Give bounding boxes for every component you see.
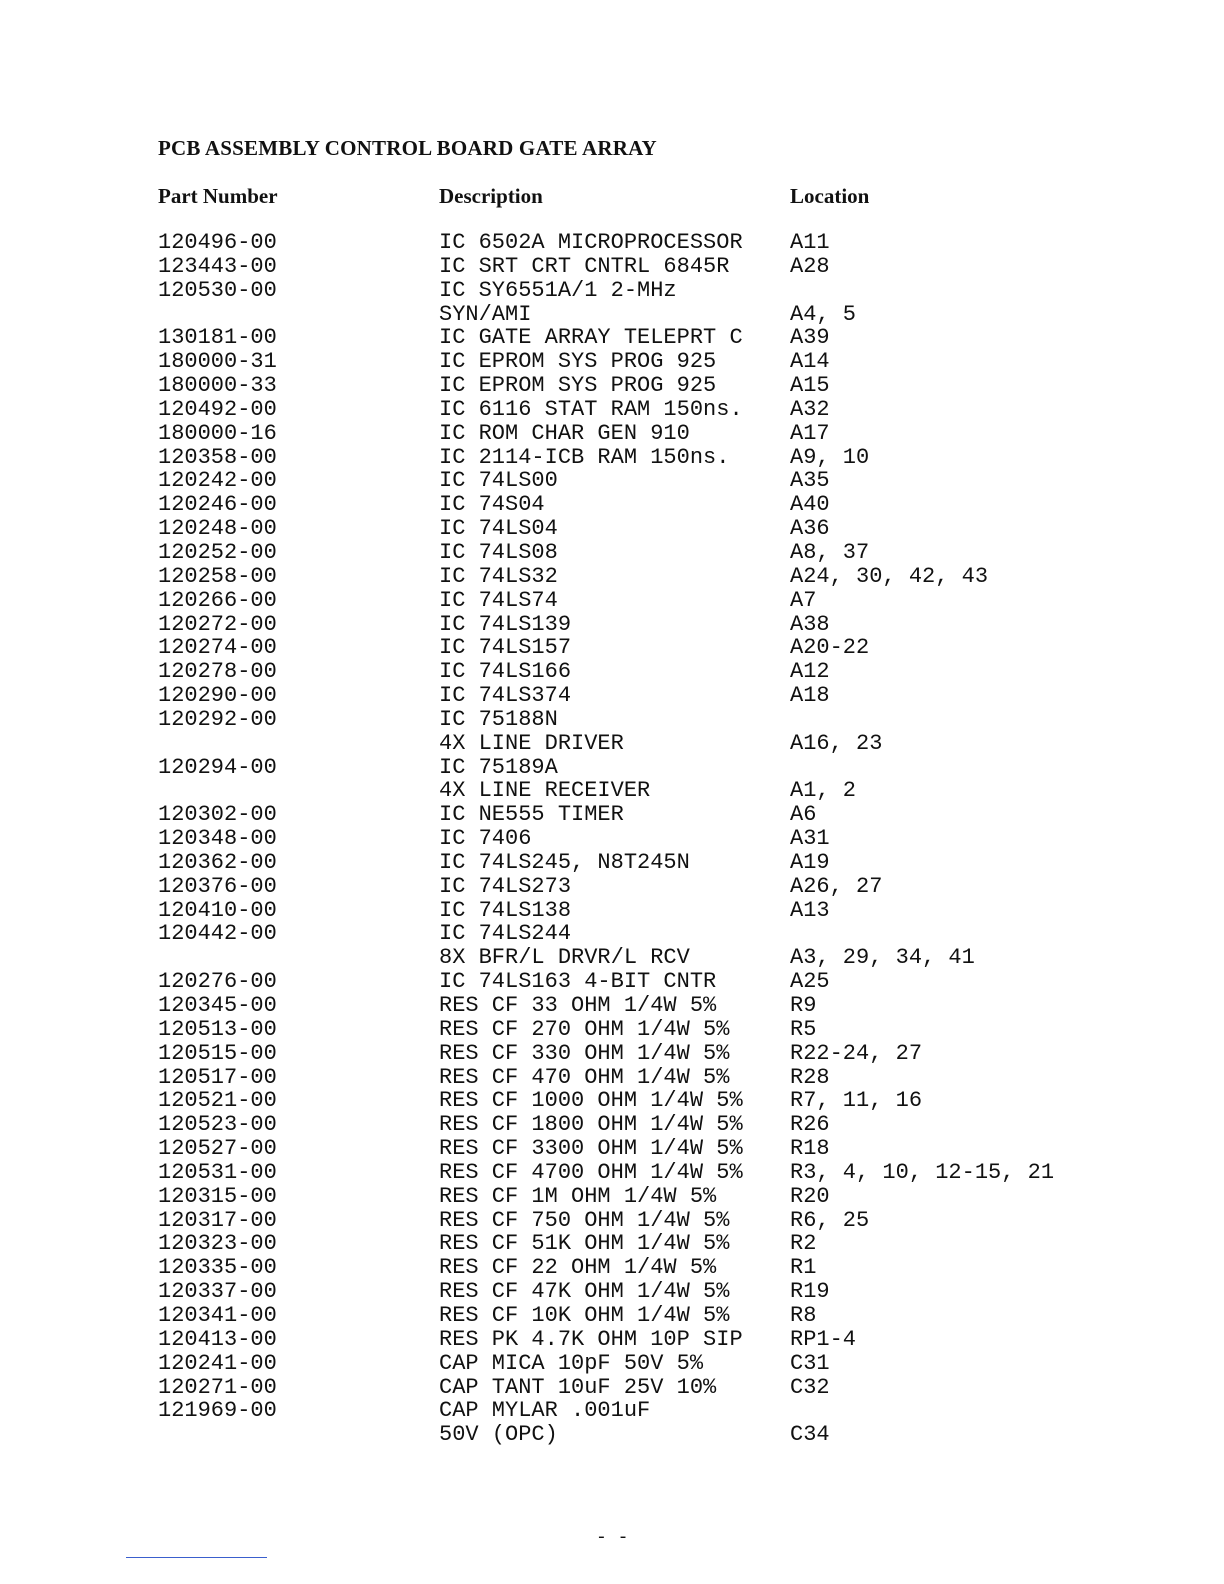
description-cell: RES CF 4700 OHM 1/4W 5% — [439, 1159, 743, 1185]
location-cell: A26, 27 — [790, 873, 883, 899]
location-cell: A9, 10 — [790, 444, 870, 470]
table-row — [158, 899, 1158, 923]
table-row — [158, 565, 1158, 589]
location-cell: R2 — [790, 1231, 817, 1257]
part-number-cell: 180000-16 — [158, 420, 277, 446]
header-description: Description — [439, 184, 543, 208]
table-row — [158, 446, 1158, 470]
part-number-cell: 120496-00 — [158, 230, 277, 255]
description-cell: IC 74LS374 — [439, 683, 572, 709]
description-cell: IC 74LS08 — [439, 539, 558, 565]
description-cell: IC ROM CHAR GEN 910 — [439, 420, 690, 446]
footer-rule — [126, 1557, 267, 1558]
location-cell: R8 — [790, 1302, 817, 1328]
description-cell: IC 6502A MICROPROCESSOR — [439, 230, 743, 255]
table-row — [158, 970, 1158, 994]
description-cell: 8X BFR/L DRVR/L RCV — [439, 945, 690, 971]
table-row — [158, 1089, 1158, 1113]
table-row — [158, 922, 1158, 946]
description-cell: IC 74LS138 — [439, 897, 572, 923]
part-number-cell: 120335-00 — [158, 1255, 277, 1281]
part-number-cell: 120376-00 — [158, 873, 277, 899]
description-cell: IC GATE ARRAY TELEPRT C — [439, 325, 743, 351]
table-row — [158, 779, 1158, 803]
table-row — [158, 1137, 1158, 1161]
table-row — [158, 1423, 1158, 1447]
location-cell: A11 — [790, 230, 830, 255]
description-cell: RES CF 10K OHM 1/4W 5% — [439, 1302, 730, 1328]
description-cell: IC 74LS245, N8T245N — [439, 849, 690, 875]
location-cell: R9 — [790, 993, 817, 1018]
part-number-cell: 120278-00 — [158, 659, 277, 685]
part-number-cell: 120442-00 — [158, 921, 277, 947]
location-cell: A1, 2 — [790, 778, 857, 804]
description-cell: RES CF 1800 OHM 1/4W 5% — [439, 1112, 743, 1138]
table-row — [158, 994, 1158, 1018]
description-cell: IC 74LS74 — [439, 587, 558, 613]
part-number-cell: 120290-00 — [158, 683, 277, 709]
table-row — [158, 946, 1158, 970]
description-cell: IC SRT CRT CNTRL 6845R — [439, 253, 730, 279]
part-number-cell: 120242-00 — [158, 468, 277, 494]
description-cell: IC EPROM SYS PROG 925 — [439, 373, 717, 399]
location-cell: A25 — [790, 969, 830, 995]
location-cell: R26 — [790, 1112, 830, 1138]
description-cell: IC 74LS163 4-BIT CNTR — [439, 969, 717, 995]
table-row — [158, 493, 1158, 517]
description-cell: RES CF 750 OHM 1/4W 5% — [439, 1207, 730, 1233]
table-row — [158, 231, 1158, 255]
location-cell: A39 — [790, 325, 830, 351]
part-number-cell: 120258-00 — [158, 563, 277, 589]
part-number-cell: 120266-00 — [158, 587, 277, 613]
description-cell: IC 74LS273 — [439, 873, 572, 899]
description-cell: IC 7406 — [439, 826, 532, 852]
location-cell: A28 — [790, 253, 830, 279]
description-cell: IC 75189A — [439, 754, 558, 780]
description-cell: RES CF 330 OHM 1/4W 5% — [439, 1040, 730, 1066]
location-cell: A16, 23 — [790, 730, 883, 756]
part-number-cell: 120292-00 — [158, 706, 277, 732]
description-cell: RES CF 470 OHM 1/4W 5% — [439, 1064, 730, 1090]
location-cell: A6 — [790, 802, 817, 828]
description-cell: RES CF 270 OHM 1/4W 5% — [439, 1016, 730, 1042]
location-cell: A15 — [790, 373, 830, 399]
location-cell: A4, 5 — [790, 301, 857, 327]
page-number-mark: - - — [596, 1528, 629, 1548]
table-row — [158, 1209, 1158, 1233]
location-cell: A13 — [790, 897, 830, 923]
table-row — [158, 1113, 1158, 1137]
description-cell: IC 74LS166 — [439, 659, 572, 685]
part-number-cell: 120492-00 — [158, 396, 277, 422]
location-cell: A12 — [790, 659, 830, 685]
table-row — [158, 1161, 1158, 1185]
table-row — [158, 255, 1158, 279]
location-cell: A17 — [790, 420, 830, 446]
table-row — [158, 1352, 1158, 1376]
table-row — [158, 1066, 1158, 1090]
table-row — [158, 1018, 1158, 1042]
table-row — [158, 303, 1158, 327]
location-cell: A31 — [790, 826, 830, 852]
table-row — [158, 660, 1158, 684]
part-number-cell: 120341-00 — [158, 1302, 277, 1328]
description-cell: RES CF 51K OHM 1/4W 5% — [439, 1231, 730, 1257]
column-headers — [158, 184, 1158, 212]
table-row — [158, 279, 1158, 303]
table-row — [158, 1185, 1158, 1209]
table-row — [158, 1328, 1158, 1352]
part-number-cell: 120248-00 — [158, 516, 277, 542]
location-cell: A3, 29, 34, 41 — [790, 945, 975, 971]
part-number-cell: 120302-00 — [158, 802, 277, 828]
description-cell: CAP MICA 10pF 50V 5% — [439, 1350, 704, 1376]
part-number-cell: 120515-00 — [158, 1040, 277, 1066]
location-cell: R5 — [790, 1016, 817, 1042]
table-row — [158, 636, 1158, 660]
part-number-cell: 120513-00 — [158, 1016, 277, 1042]
location-cell: A18 — [790, 683, 830, 709]
table-row — [158, 589, 1158, 613]
description-cell: IC 74LS32 — [439, 563, 558, 589]
location-cell: R18 — [790, 1136, 830, 1162]
table-row — [158, 1280, 1158, 1304]
description-cell: CAP TANT 10uF 25V 10% — [439, 1374, 717, 1400]
location-cell: A40 — [790, 492, 830, 518]
table-row — [158, 469, 1158, 493]
part-number-cell: 120523-00 — [158, 1112, 277, 1138]
part-number-cell: 120271-00 — [158, 1374, 277, 1400]
part-number-cell: 120410-00 — [158, 897, 277, 923]
location-cell: C34 — [790, 1422, 830, 1448]
table-row — [158, 732, 1158, 756]
description-cell: IC 74LS244 — [439, 921, 572, 947]
table-row — [158, 684, 1158, 708]
table-row — [158, 708, 1158, 732]
part-number-cell: 120527-00 — [158, 1136, 277, 1162]
description-cell: IC 74LS139 — [439, 611, 572, 637]
description-cell: IC 74LS00 — [439, 468, 558, 494]
part-number-cell: 120531-00 — [158, 1159, 277, 1185]
part-number-cell: 120517-00 — [158, 1064, 277, 1090]
header-part-number: Part Number — [158, 184, 278, 208]
part-number-cell: 120337-00 — [158, 1279, 277, 1305]
part-number-cell: 120358-00 — [158, 444, 277, 470]
part-number-cell: 120348-00 — [158, 826, 277, 852]
table-row — [158, 1304, 1158, 1328]
part-number-cell: 120521-00 — [158, 1088, 277, 1114]
table-row — [158, 803, 1158, 827]
description-cell: IC 74LS157 — [439, 635, 572, 661]
location-cell: C31 — [790, 1350, 830, 1376]
description-cell: IC 2114-ICB RAM 150ns. — [439, 444, 730, 470]
description-cell: RES PK 4.7K OHM 10P SIP — [439, 1326, 743, 1352]
part-number-cell: 120241-00 — [158, 1350, 277, 1376]
part-number-cell: 120252-00 — [158, 539, 277, 565]
table-row — [158, 875, 1158, 899]
location-cell: A19 — [790, 849, 830, 875]
location-cell: A24, 30, 42, 43 — [790, 563, 989, 589]
table-row — [158, 1042, 1158, 1066]
table-row — [158, 1399, 1158, 1423]
description-cell: IC 6116 STAT RAM 150ns. — [439, 396, 743, 422]
part-number-cell: 120246-00 — [158, 492, 277, 518]
description-cell: RES CF 1000 OHM 1/4W 5% — [439, 1088, 743, 1114]
table-row — [158, 756, 1158, 780]
description-cell: RES CF 22 OHM 1/4W 5% — [439, 1255, 717, 1281]
description-cell: IC 74S04 — [439, 492, 545, 518]
table-row — [158, 422, 1158, 446]
description-cell: RES CF 1M OHM 1/4W 5% — [439, 1183, 717, 1209]
description-cell: IC EPROM SYS PROG 925 — [439, 349, 717, 375]
description-cell: SYN/AMI — [439, 301, 532, 327]
part-number-cell: 120323-00 — [158, 1231, 277, 1257]
location-cell: A20-22 — [790, 635, 870, 661]
part-number-cell: 120362-00 — [158, 849, 277, 875]
part-number-cell: 130181-00 — [158, 325, 277, 351]
table-row — [158, 541, 1158, 565]
part-number-cell: 180000-31 — [158, 349, 277, 375]
part-number-cell: 120272-00 — [158, 611, 277, 637]
part-number-cell: 123443-00 — [158, 253, 277, 279]
table-row — [158, 827, 1158, 851]
part-number-cell: 120317-00 — [158, 1207, 277, 1233]
description-cell: 4X LINE RECEIVER — [439, 778, 651, 804]
location-cell: A8, 37 — [790, 539, 870, 565]
description-cell: IC SY6551A/1 2-MHz — [439, 277, 677, 303]
location-cell: R7, 11, 16 — [790, 1088, 923, 1114]
description-cell: RES CF 33 OHM 1/4W 5% — [439, 993, 717, 1018]
table-row — [158, 1256, 1158, 1280]
location-cell: R20 — [790, 1183, 830, 1209]
description-cell: IC 75188N — [439, 706, 558, 732]
table-row — [158, 398, 1158, 422]
part-number-cell: 121969-00 — [158, 1398, 277, 1424]
location-cell: A14 — [790, 349, 830, 375]
table-row — [158, 374, 1158, 398]
location-cell: R6, 25 — [790, 1207, 870, 1233]
location-cell: RP1-4 — [790, 1326, 857, 1352]
location-cell: A35 — [790, 468, 830, 494]
description-cell: IC NE555 TIMER — [439, 802, 624, 828]
location-cell: A7 — [790, 587, 817, 613]
part-number-cell: 120276-00 — [158, 969, 277, 995]
location-cell: R19 — [790, 1279, 830, 1305]
part-number-cell: 120294-00 — [158, 754, 277, 780]
location-cell: R1 — [790, 1255, 817, 1281]
location-cell: R28 — [790, 1064, 830, 1090]
description-cell: 4X LINE DRIVER — [439, 730, 624, 756]
table-row — [158, 350, 1158, 374]
part-number-cell: 120413-00 — [158, 1326, 277, 1352]
table-row — [158, 851, 1158, 875]
part-number-cell: 120274-00 — [158, 635, 277, 661]
description-cell: CAP MYLAR .001uF — [439, 1398, 651, 1424]
location-cell: R3, 4, 10, 12-15, 21 — [790, 1159, 1055, 1185]
description-cell: RES CF 47K OHM 1/4W 5% — [439, 1279, 730, 1305]
description-cell: RES CF 3300 OHM 1/4W 5% — [439, 1136, 743, 1162]
table-row — [158, 517, 1158, 541]
table-row — [158, 613, 1158, 637]
location-cell: A32 — [790, 396, 830, 422]
parts-list — [158, 231, 1158, 1447]
description-cell: IC 74LS04 — [439, 516, 558, 542]
table-row — [158, 1376, 1158, 1400]
location-cell: A36 — [790, 516, 830, 542]
table-row — [158, 326, 1158, 350]
part-number-cell: 120315-00 — [158, 1183, 277, 1209]
table-row — [158, 1232, 1158, 1256]
location-cell: A38 — [790, 611, 830, 637]
location-cell: R22-24, 27 — [790, 1040, 923, 1066]
location-cell: C32 — [790, 1374, 830, 1400]
part-number-cell: 180000-33 — [158, 373, 277, 399]
header-location: Location — [790, 184, 870, 208]
description-cell: 50V (OPC) — [439, 1422, 558, 1448]
document-title: PCB ASSEMBLY CONTROL BOARD GATE ARRAY — [158, 136, 657, 160]
part-number-cell: 120345-00 — [158, 993, 277, 1018]
part-number-cell: 120530-00 — [158, 277, 277, 303]
